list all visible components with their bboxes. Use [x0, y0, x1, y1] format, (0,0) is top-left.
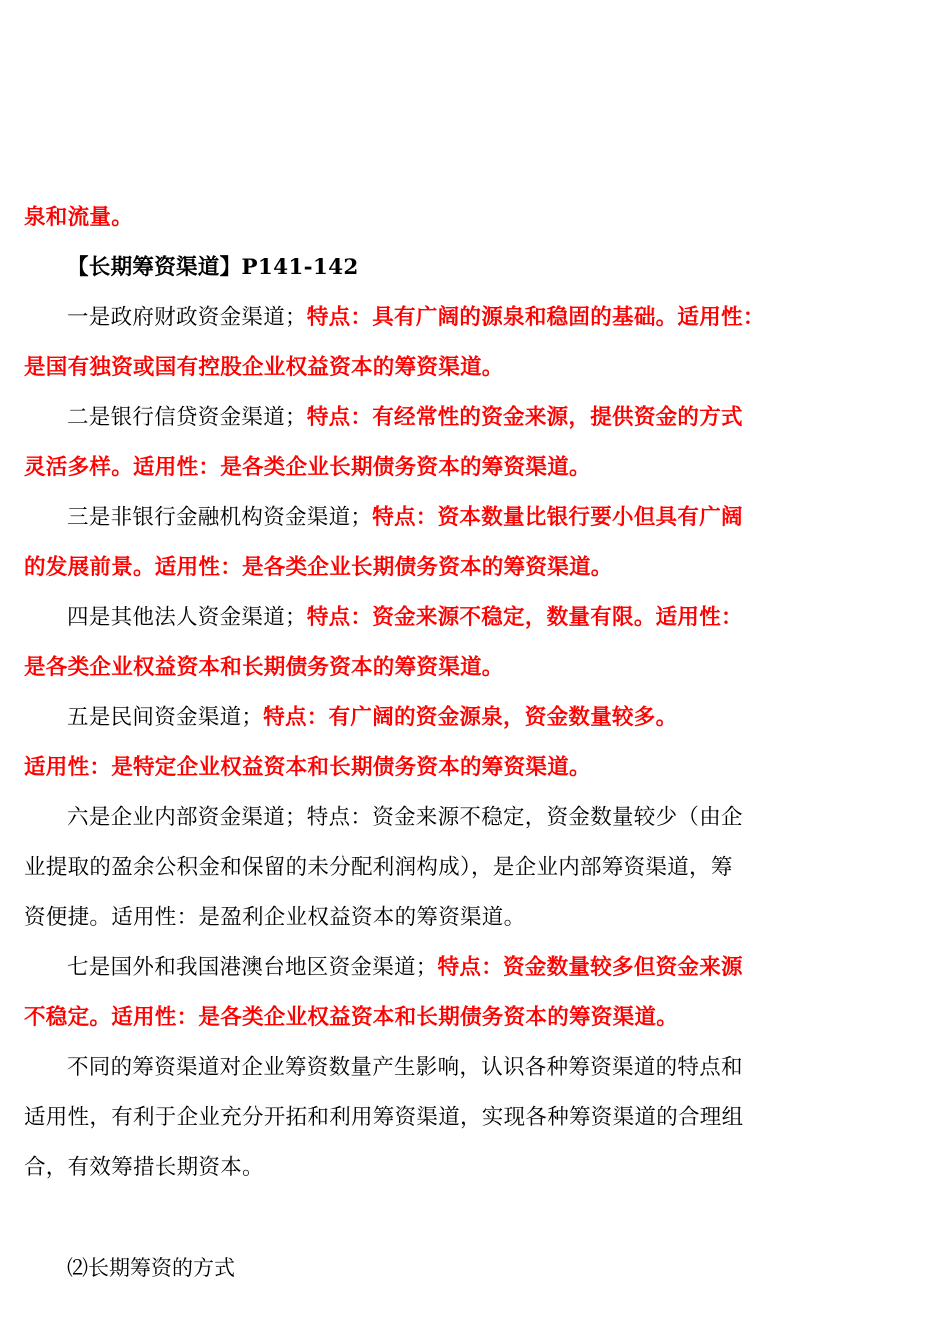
text-span: 五是民间资金渠道；: [67, 705, 264, 730]
text-span: 【长期筹资渠道】P141-142: [67, 255, 359, 280]
text-span: 合，有效筹措长期资本。: [24, 1155, 264, 1180]
text-span: 特点：有经常性的资金来源，提供资金的方式: [306, 405, 743, 430]
para-line-3: [24, 343, 784, 393]
text-span: 特点：有广阔的资金源泉，资金数量较多。: [263, 705, 678, 730]
text-span: 四是其他法人资金渠道；: [67, 605, 307, 630]
section-heading: [24, 243, 784, 293]
para-line-5: [24, 443, 784, 493]
para-line-13: [24, 843, 784, 893]
text-span: 一是政府财政资金渠道；: [67, 305, 307, 330]
spacer: [24, 1193, 784, 1243]
para-line-18: [24, 1093, 784, 1143]
para-line-10: [24, 693, 784, 743]
text-span: 业提取的盈余公积金和保留的未分配利润构成），是企业内部筹资渠道，筹: [24, 855, 733, 880]
text-span: 适用性：是特定企业权益资本和长期债务资本的筹资渠道。: [24, 755, 591, 780]
text-span: 的发展前景。适用性：是各类企业长期债务资本的筹资渠道。: [24, 555, 613, 580]
text-span: 二是银行信贷资金渠道；: [67, 405, 307, 430]
para-line-16: [24, 993, 784, 1043]
text-span: 特点：资本数量比银行要小但具有广阔: [372, 505, 743, 530]
text-span: 三是非银行金融机构资金渠道；: [67, 505, 373, 530]
text-span: 不稳定。适用性：是各类企业权益资本和长期债务资本的筹资渠道。: [24, 1005, 679, 1030]
text-span: 七是国外和我国港澳台地区资金渠道；: [67, 955, 438, 980]
para-line-14: [24, 893, 784, 943]
text-span: 资便捷。适用性：是盈利企业权益资本的筹资渠道。: [24, 905, 526, 930]
para-line-8: [24, 593, 784, 643]
text-span: 是各类企业权益资本和长期债务资本的筹资渠道。: [24, 655, 504, 680]
text-span: 六是企业内部资金渠道；特点：资金来源不稳定，资金数量较少（由企: [67, 805, 743, 830]
text-span: 适用性，有利于企业充分开拓和利用筹资渠道，实现各种筹资渠道的合理组: [24, 1105, 744, 1130]
para-line-9: [24, 643, 784, 693]
text-span: 特点：资金来源不稳定，数量有限。适用性：: [306, 605, 743, 630]
para-line-6: [24, 493, 784, 543]
text-span: 泉和流量。: [24, 205, 134, 230]
para-line-12: [24, 793, 784, 843]
para-line-4: [24, 393, 784, 443]
para-line-17: [24, 1043, 784, 1093]
text-span: 灵活多样。适用性：是各类企业长期债务资本的筹资渠道。: [24, 455, 591, 480]
text-span: 是国有独资或国有控股企业权益资本的筹资渠道。: [24, 355, 504, 380]
para-line-7: [24, 543, 784, 593]
para-line-11: [24, 743, 784, 793]
para-line-15: [24, 943, 784, 993]
text-span: 特点：具有广阔的源泉和稳固的基础。适用性：: [306, 305, 765, 330]
para-line-19: [24, 1143, 784, 1193]
text-span: 不同的筹资渠道对企业筹资数量产生影响，认识各种筹资渠道的特点和: [67, 1055, 743, 1080]
text-span: 特点：资金数量较多但资金来源: [437, 955, 743, 980]
subsection-heading: ⑵长期筹资的方式: [67, 1256, 235, 1280]
para-line-0: [24, 193, 784, 243]
para-line-2: [24, 293, 784, 343]
document-page: [24, 193, 784, 1293]
